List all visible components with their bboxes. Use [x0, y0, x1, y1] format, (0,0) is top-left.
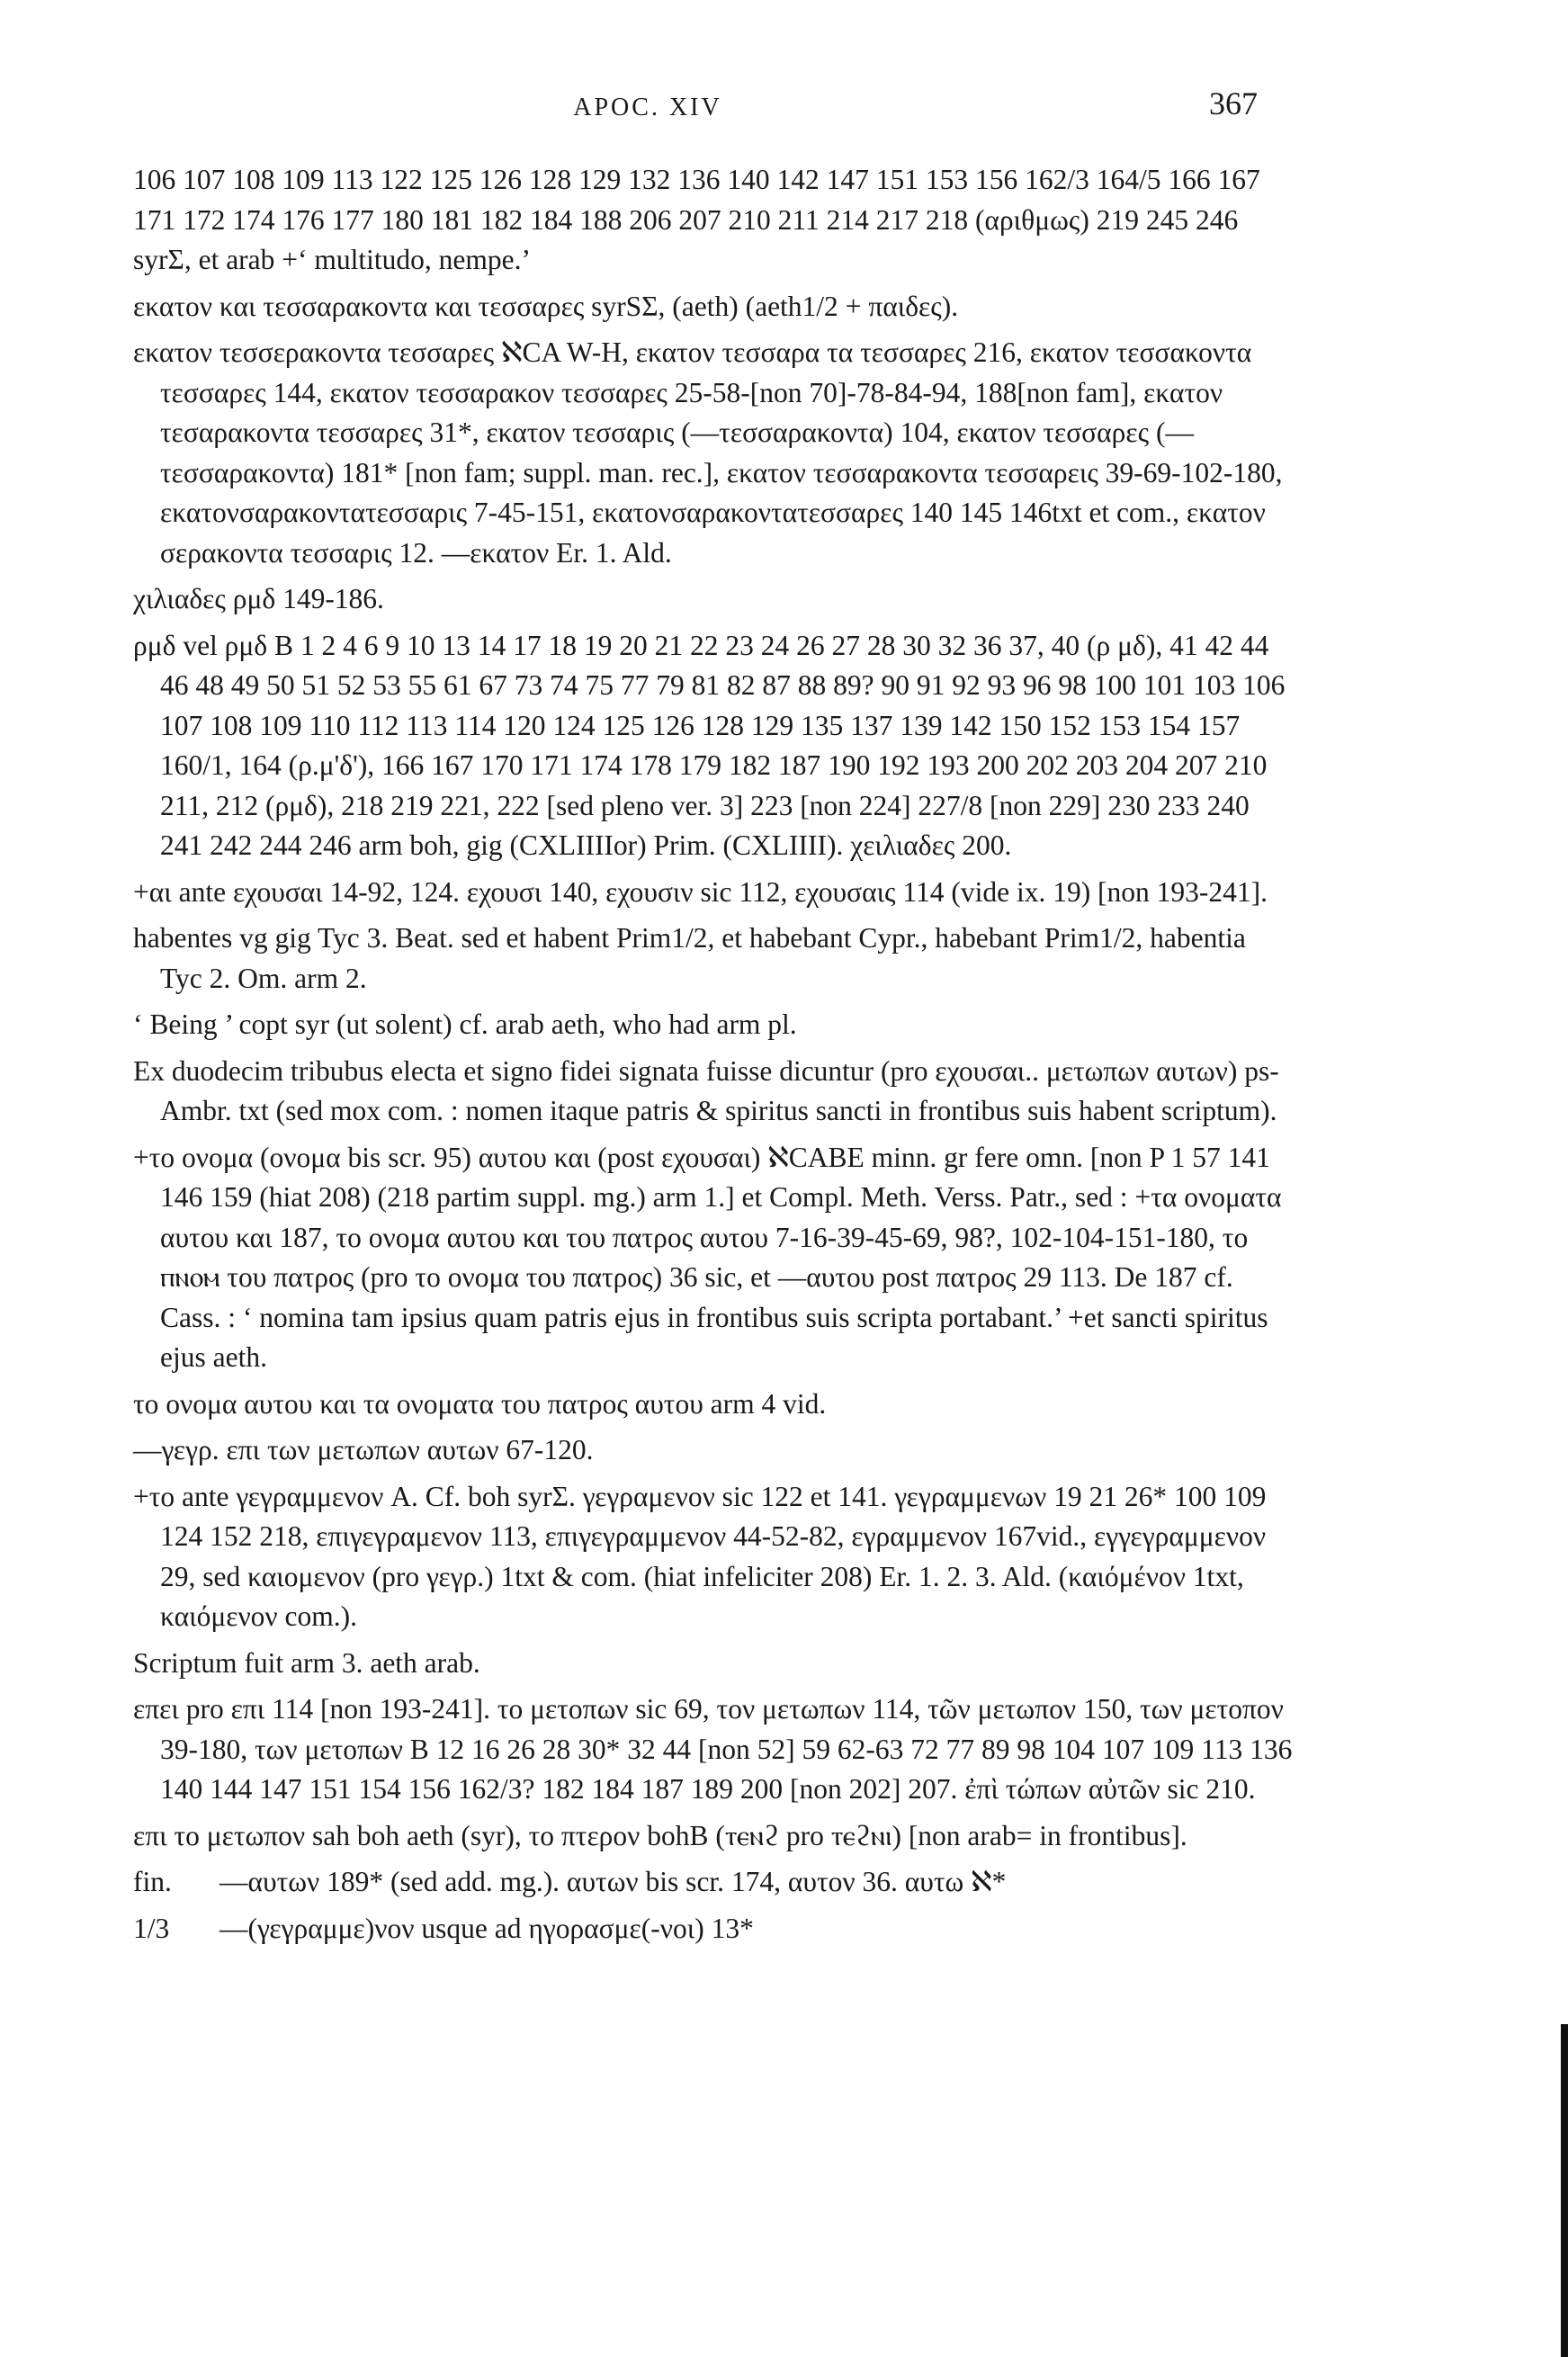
apparatus-entry: +αι ante εχουσαι 14-92, 124. εχουσι 140, εχουσιν sic 112, εχουσαις 114 (vide ix. 19) [non 193-241].: [133, 875, 1268, 908]
verse-note: [133, 1909, 1294, 1949]
verse-note-lemma: fin.: [133, 1866, 172, 1897]
page-number: 367: [1209, 85, 1258, 121]
apparatus-entry: επει pro επι 114 [non 193-241]. το μετοπων sic 69, τον μετωπων 114, τῶν μετωπον 150, των μετοπον 39-180, των μετοπων B 12 16 26 28 30* 32 44 [non 52] 59 62-63 72 77 89 98 104 107 109 113 136 140 144 147 151 154 156 162/3? 182 184 187 189 200 [non 202] 207. ἐπὶ τώπων αὐτῶν sic 210.: [133, 1693, 1293, 1805]
scan-edge-rule: [1561, 2024, 1568, 2357]
apparatus-entry: ρμδ vel ρμδ B 1 2 4 6 9 10 13 14 17 18 19 20 21 22 23 24 26 27 28 30 32 36 37, 40 (ρ μδ), 41 42 44 46 48 49 50 51 52 53 55 61 67 73 74 75 77 79 81 82 87 88 89? 90 91 92 93 96 98 100 101 103 106 107 108 109 110 112 113 114 120 124 125 126 128 129 135 137 139 142 150 152 153 154 157 160/1, 164 (ρ.μ'δ'), 166 167 170 171 174 178 179 182 187 190 192 193 200 202 203 204 207 210 211, 212 (ρμδ), 218 219 221, 222 [sed pleno ver. 3] 223 [non 224] 227/8 [non 229] 230 233 240 241 242 244 246 arm boh, gig (CXLIIIIor) Prim. (CXLIIII). χειλιαδες 200.: [133, 629, 1286, 861]
apparatus-entry: το ονομα αυτου και τα ονοματα του πατρος αυτου arm 4 vid.: [133, 1387, 827, 1420]
apparatus-body: [133, 160, 1294, 1955]
verse-note-lemma: 1/3: [133, 1912, 170, 1944]
apparatus-entry: χιλιαδες ρμδ 149-186.: [133, 583, 384, 614]
apparatus-entry: εκατον και τεσσαρακοντα και τεσσαρες syrSΣ, (aeth) (aeth1/2 + παιδες).: [133, 290, 959, 322]
apparatus-entry: Ex duodecim tribubus electa et signo fidei signata fuisse dicuntur (pro εχουσαι.. μετωπων αυτων) ps-Ambr. txt (sed mox com. : nomen itaque patris & spiritus sancti in frontibus suis habent scriptum).: [133, 1054, 1279, 1126]
apparatus-entry: +το ante γεγραμμενον A. Cf. boh syrΣ. γεγραμενον sic 122 et 141. γεγραμμενων 19 21 26* 100 109 124 152 218, επιγεγραμενον 113, επιγεγραμμενον 44-52-82, εγραμμενον 167vid., εγγεγραμμενον 29, sed καιομενον (pro γεγρ.) 1txt & com. (hiat infeliciter 208) Er. 1. 2. 3. Ald. (καιόμένον 1txt, καιόμενον com.).: [133, 1480, 1267, 1632]
apparatus-entry: +το ονομα (ονομα bis scr. 95) αυτου και (post εχουσαι) ℵCABE minn. gr fere omn. [non P 1 57 141 146 159 (hiat 208) (218 partim suppl. mg.) arm 1.] et Compl. Meth. Verss. Patr., sed : +τα ονοματα αυτου και 187, το ονομα αυτου και του πατρος αυτου 7-16-39-45-69, 98?, 102-104-151-180, το ⲡⲛⲟⲙ του πατρος (pro το ονομα του πατρος) 36 sic, et —αυτου post πατρος 29 113. De 187 cf. Cass. : ‘ nomina tam ipsius quam patris ejus in frontibus suis scripta portabant.’ +et sancti spiritus ejus aeth.: [133, 1141, 1282, 1373]
running-title: APOC. XIV: [573, 94, 722, 121]
apparatus-entry: 106 107 108 109 113 122 125 126 128 129 132 136 140 142 147 151 153 156 162/3 164/5 166 167 171 172 174 176 177 180 181 182 184 188 206 207 210 211 214 217 218 (αριθμως) 219 245 246 syrΣ, et arab +‘ multitudo, nempe.’: [133, 164, 1260, 275]
apparatus-entry: ‘ Being ’ copt syr (ut solent) cf. arab aeth, who had arm pl.: [133, 1008, 797, 1040]
apparatus-entry: εκατον τεσσερακοντα τεσσαρες ℵCA W-H, εκατον τεσσαρα τα τεσσαρες 216, εκατον τεσσακοντα τεσσαρες 144, εκατον τεσσαρακον τεσσαρες 25-58-[non 70]-78-84-94, 188[non fam], εκατον τεσαρακοντα τεσσαρες 31*, εκατον τεσσαρις (—τεσσαρακοντα) 104, εκατον τεσσαρες (—τεσσαρακοντα) 181* [non fam; suppl. man. rec.], εκατον τεσσαρακοντα τεσσαρεις 39-69-102-180, εκατονσαρακοντατεσσαρις 7-45-151, εκατονσαρακοντατεσσαρες 140 145 146txt et com., εκατον σερακοντα τεσσαρις 12. —εκατον Er. 1. Ald.: [133, 336, 1283, 569]
verse-note: [133, 1862, 1294, 1903]
apparatus-entry: habentes vg gig Tyc 3. Beat. sed et habent Prim1/2, et habebant Cypr., habebant Prim1/2, habentia Tyc 2. Om. arm 2.: [133, 922, 1246, 994]
apparatus-entry: —γεγρ. επι των μετωπων αυτων 67-120.: [133, 1434, 594, 1465]
verse-note-text: —αυτων 189* (sed add. mg.). αυτων bis scr. 174, αυτον 36. αυτω ℵ*: [220, 1866, 1007, 1897]
apparatus-entry: Scriptum fuit arm 3. aeth arab.: [133, 1646, 480, 1679]
apparatus-entry: επι το μετωπον sah boh aeth (syr), το πτερον bohB (ⲧⲉⲛϩ pro ⲧⲉϩⲛⲓ) [non arab= in frontibus].: [133, 1819, 1187, 1851]
verse-note-text: —(γεγραμμε)νον usque ad ηγορασμε(-νοι) 13*: [220, 1912, 754, 1944]
